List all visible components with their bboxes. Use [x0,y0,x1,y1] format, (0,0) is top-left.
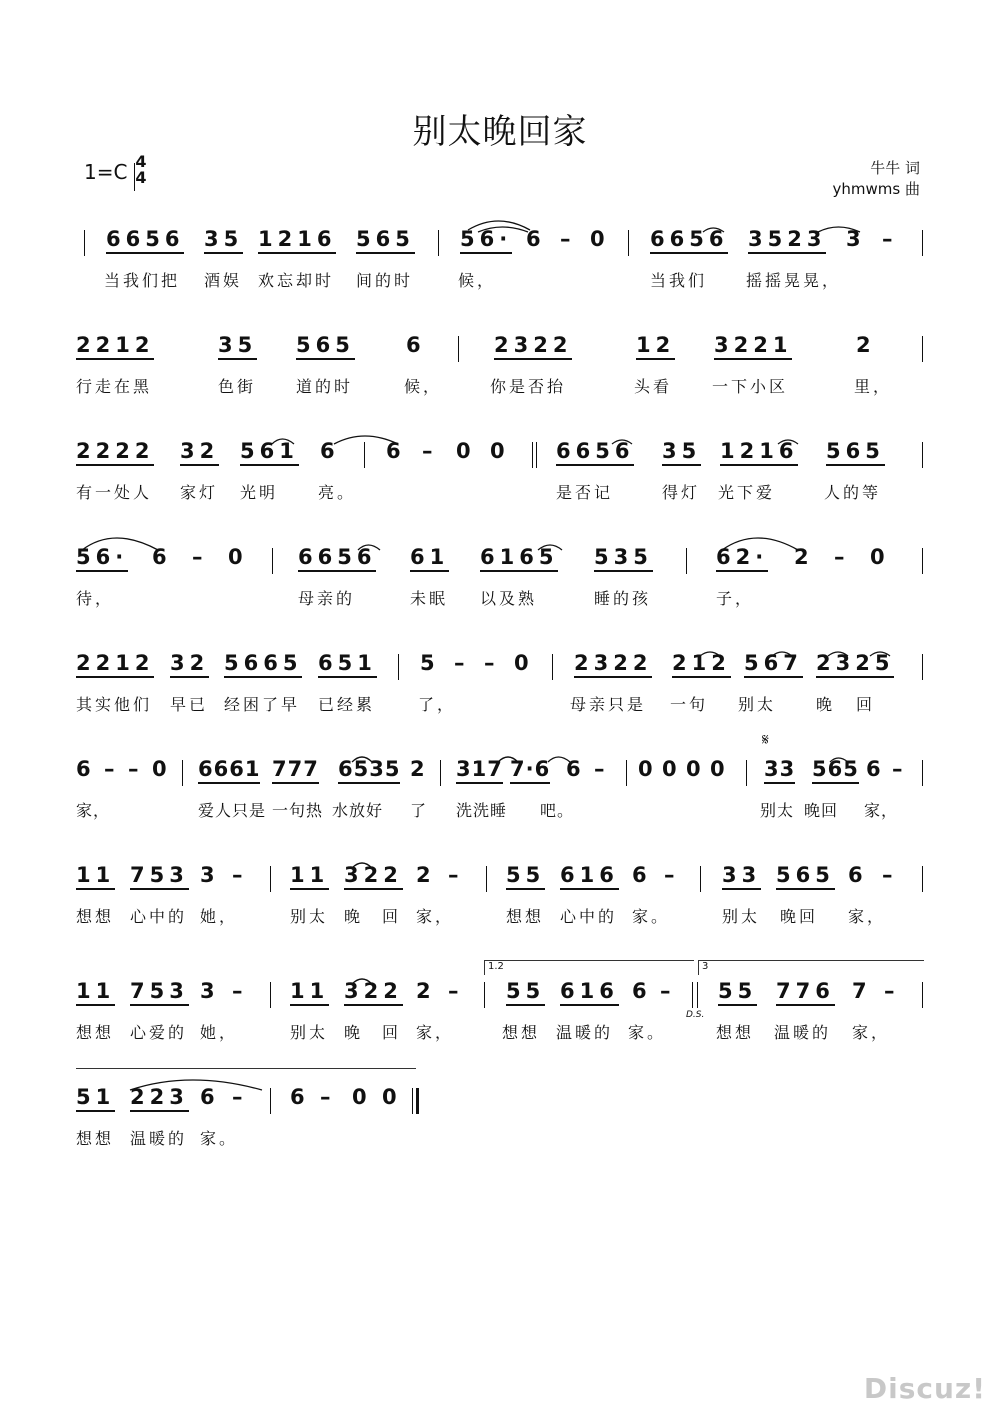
note: – [454,651,470,675]
score-row-9 [0,1080,1000,1190]
note: – [232,863,248,887]
lyric: 吧。 [540,801,575,820]
note: 0 [490,439,510,463]
lyric: 得灯 [662,483,701,502]
note-group: 322 [344,980,403,1006]
score-row-6 [0,730,1000,862]
lyric: 晚回 [804,801,839,820]
note-group: 35 [662,440,701,466]
lyric: 别太 [290,1023,329,1042]
lyric: 酒娱 [204,271,243,290]
note: 2 [794,545,814,569]
note-group: 6656 [106,228,184,254]
lyric: 候， [458,271,497,290]
lyric: 想想 [502,1023,541,1042]
lyric: 你是否抬 [490,377,567,396]
note: 6 [290,1085,310,1109]
lyric: 别太 [738,695,777,714]
note-group: 317 [456,758,503,784]
note-group: 753 [130,980,189,1006]
note-group: 565 [812,758,859,784]
note: 6 [320,439,340,463]
lyric: 家。 [632,907,671,926]
lyric: 温暖的 [774,1023,832,1042]
lyric: 子， [716,589,755,608]
note: – [448,863,464,887]
note-group: 32 [180,440,219,466]
note: 7 [852,979,872,1003]
note: 3 [200,863,220,887]
note: – [834,545,850,569]
time-top: 4 [135,152,147,171]
note-group: 6656 [556,440,634,466]
lyric: 晚 [344,1023,364,1042]
lyric: 家， [852,1023,891,1042]
note-group: 32 [170,652,209,678]
lyric: 经困了早 [224,695,301,714]
note: 6 [406,333,426,357]
note: 6 [76,757,96,781]
lyric: 了 [410,801,428,820]
note-group: 567 [744,652,803,678]
note: 6 [386,439,406,463]
lyric: 当我们 [650,271,708,290]
lyric: 一下小区 [712,377,789,396]
note: – [192,545,208,569]
note-group: 2325 [816,652,894,678]
note-group: 55 [506,980,545,1006]
lyric: 想想 [76,1023,115,1042]
lyric: 道的时 [296,377,354,396]
note: 6 [632,863,652,887]
note-group: 55 [506,864,545,890]
note-group: 33 [764,758,795,784]
note: 0 [870,545,890,569]
lyric: 摇摇晃晃， [746,271,842,290]
score-row-3 [0,434,1000,544]
note: – [422,439,438,463]
lyric: 间的时 [356,271,414,290]
note: 0 [638,757,658,781]
lyric: 洗洗睡 [456,801,508,820]
score-row-4 [0,540,1000,650]
lyric: 欢忘却时 [258,271,335,290]
lyric: 爱人只是 [198,801,267,820]
lyric: 一句热 [272,801,324,820]
note: – [104,757,120,781]
lyric: 温暖的 [556,1023,614,1042]
note-group: 561 [240,440,299,466]
note: 6 [566,757,586,781]
lyric: 想想 [506,907,545,926]
score-row-1 [0,222,1000,332]
note-group: 11 [76,864,115,890]
note: 6 [152,545,172,569]
volta-1-2: 1.2 [484,960,694,975]
note: 0 [710,757,730,781]
lyric: 头看 [634,377,673,396]
note: 0 [382,1085,402,1109]
note: – [128,757,144,781]
lyric: 回 [382,1023,402,1042]
note-group: 12 [636,334,675,360]
note-group: 6661 [198,758,260,784]
note-group: 616 [560,864,619,890]
lyric: 母亲的 [298,589,356,608]
note: – [232,979,248,1003]
note-group: 753 [130,864,189,890]
note-group: 56· [460,228,512,254]
score-row-2 [0,328,1000,438]
lyric: 水放好 [332,801,384,820]
key-label: 1=C [84,160,128,184]
note-group: 616 [560,980,619,1006]
lyric: 已经累 [318,695,376,714]
note-group: 651 [318,652,377,678]
lyric: 回 [856,695,876,714]
lyric: 当我们把 [104,271,181,290]
note-group: 11 [76,980,115,1006]
note: 0 [456,439,476,463]
lyric: 她， [200,1023,239,1042]
note-group: 565 [356,228,415,254]
watermark: Discuz! [863,1372,986,1405]
lyric: 其实他们 [76,695,153,714]
lyric: 亮。 [318,483,357,502]
note: – [892,757,908,781]
note: 0 [686,757,706,781]
note-group: 61 [410,546,449,572]
note-group: 223 [130,1086,189,1112]
song-title: 别太晚回家 [412,112,588,152]
lyric: 早已 [170,695,209,714]
lyric: 想想 [76,907,115,926]
note: 3 [200,979,220,1003]
score-row-7 [0,858,1000,968]
note: 0 [662,757,682,781]
note-group: 11 [290,980,329,1006]
note: 0 [514,651,534,675]
time-bottom: 4 [135,168,147,187]
credits [833,158,920,200]
lyric: 她， [200,907,239,926]
note: – [594,757,610,781]
lyric: 晚回 [780,907,819,926]
lyric: 色街 [218,377,257,396]
lyric: 人的等 [824,483,882,502]
note-group: 2322 [494,334,572,360]
note-group: 212 [672,652,731,678]
note-group: 6656 [298,546,376,572]
lyricist: 牛牛 词 [870,159,920,177]
lyric: 未眠 [410,589,449,608]
note: – [448,979,464,1003]
lyric: 母亲只是 [570,695,647,714]
key-signature [84,152,147,187]
note-group: 535 [594,546,653,572]
lyric: 行走在黑 [76,377,153,396]
lyric: 家， [848,907,887,926]
lyric: 家， [416,1023,455,1042]
lyric: 是否记 [556,483,614,502]
lyric: 家， [864,801,899,820]
note-group: 1216 [720,440,798,466]
lyric: 晚 [816,695,836,714]
note-group: 33 [722,864,761,890]
lyric: 别太 [290,907,329,926]
lyric: 家。 [200,1129,239,1148]
note: – [320,1085,336,1109]
lyric: 想想 [716,1023,755,1042]
note: 6 [632,979,652,1003]
note-group: 56· [76,546,128,572]
note-group: 565 [826,440,885,466]
note-group: 3221 [714,334,792,360]
note: 0 [590,227,610,251]
note-group: 62· [716,546,768,572]
segno-sign: 𝄋 [762,730,769,749]
lyric: 了， [418,695,457,714]
note-group: 1216 [258,228,336,254]
note: 6 [526,227,546,251]
note: – [560,227,576,251]
lyric: 家灯 [180,483,219,502]
lyric: 待， [76,589,115,608]
lyric: 心中的 [130,907,188,926]
note-group: 2212 [76,652,154,678]
note-group: 565 [296,334,355,360]
note-group: 35 [204,228,243,254]
note: 0 [152,757,172,781]
note-group: 2222 [76,440,154,466]
lyric: 心爱的 [130,1023,188,1042]
note: 2 [416,863,436,887]
lyric: 想想 [76,1129,115,1148]
note-group: 11 [290,864,329,890]
volta-extension-line [76,1068,416,1069]
note-group: 322 [344,864,403,890]
lyric: 别太 [760,801,795,820]
note: 0 [352,1085,372,1109]
note: 3 [846,227,866,251]
note: 5 [420,651,440,675]
lyric: 家， [416,907,455,926]
note-group: 55 [718,980,757,1006]
lyric: 有一处人 [76,483,153,502]
note-group: 565 [776,864,835,890]
note: – [232,1085,248,1109]
note: 6 [200,1085,220,1109]
lyric: 以及熟 [480,589,538,608]
note: – [484,651,500,675]
note-group: 6535 [338,758,400,784]
note: 6 [866,757,886,781]
time-signature [134,154,148,186]
lyric: 光明 [240,483,279,502]
note: – [882,227,898,251]
note-group: 776 [776,980,835,1006]
lyric: 家， [76,801,111,820]
note-group: 51 [76,1086,115,1112]
lyric: 别太 [722,907,761,926]
note-group: 7·6 [510,758,550,784]
lyric: 候， [404,377,443,396]
note: 2 [856,333,876,357]
note: 6 [848,863,868,887]
note-group: 777 [272,758,319,784]
lyric: 家。 [628,1023,667,1042]
lyric: 里， [854,377,893,396]
lyric: 睡的孩 [594,589,652,608]
lyric: 光下爱 [718,483,776,502]
note: – [884,979,900,1003]
volta-3: 3 [698,960,924,975]
note: 2 [410,757,430,781]
note: 2 [416,979,436,1003]
lyric: 回 [382,907,402,926]
note-group: 6656 [650,228,728,254]
score-row-5 [0,646,1000,756]
lyric: 心中的 [560,907,618,926]
note: 0 [228,545,248,569]
note-group: 35 [218,334,257,360]
lyric: 一句 [670,695,709,714]
note: – [664,863,680,887]
ds-mark: D.S. [686,1010,705,1020]
note: – [882,863,898,887]
note-group: 6165 [480,546,558,572]
note-group: 2322 [574,652,652,678]
lyric: 温暖的 [130,1129,188,1148]
note-group: 3523 [748,228,826,254]
note-group: 2212 [76,334,154,360]
lyric: 晚 [344,907,364,926]
note: – [660,979,676,1003]
composer: yhmwms 曲 [832,180,920,198]
note-group: 5665 [224,652,302,678]
